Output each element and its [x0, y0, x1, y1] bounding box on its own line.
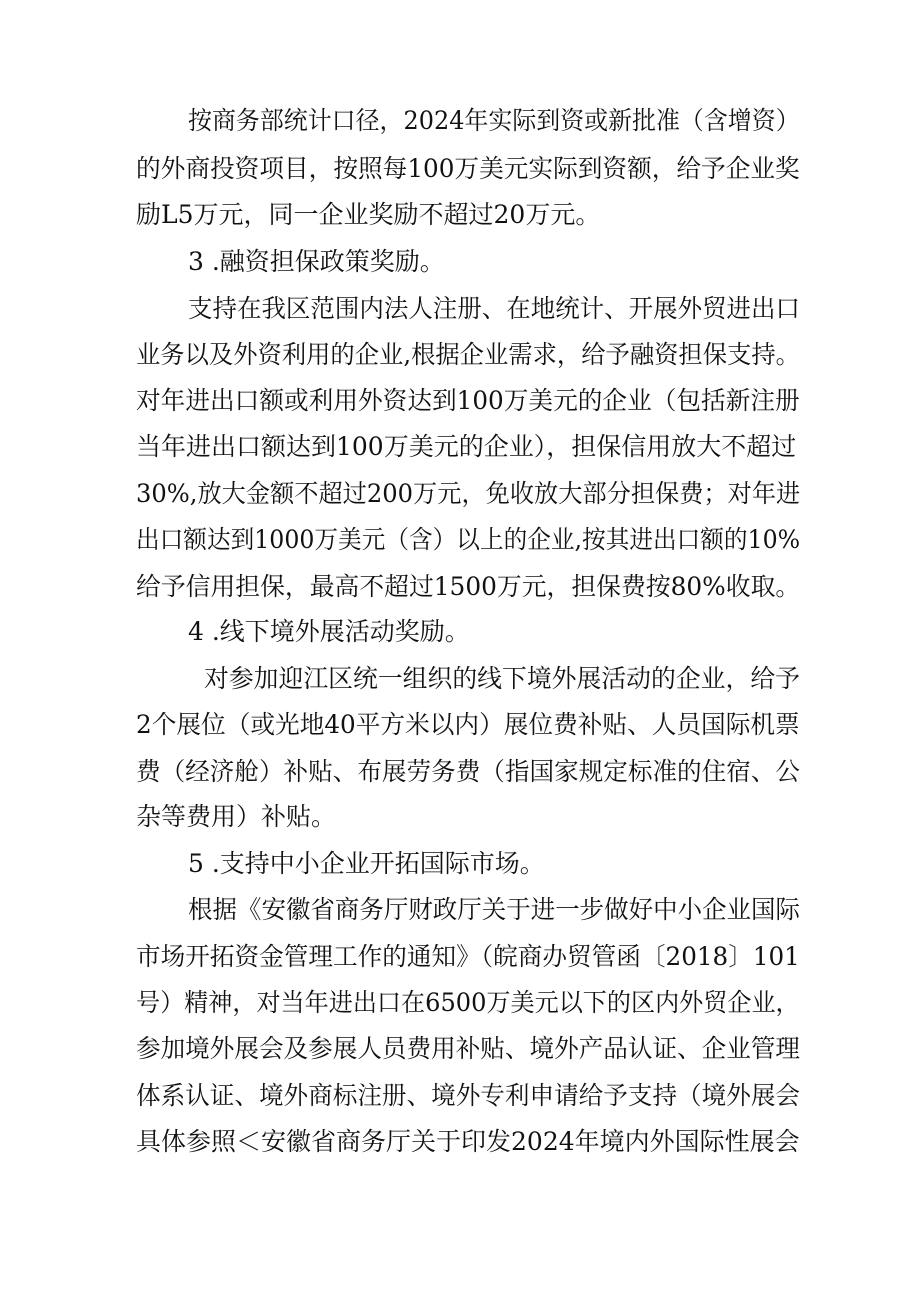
text-line-15: 费（经济舱）补贴、布展劳务费（指国家规定标准的住宿、公 — [136, 757, 801, 786]
text-line-18: 根据《安徽省商务厅财政厅关于进一步做好中小企业国际 — [188, 895, 801, 924]
text-line-6: 业务以及外资利用的企业,根据企业需求，给予融资担保支持。 — [136, 340, 800, 369]
text-line-7: 对年进出口额或利用外资达到100万美元的企业（包括新注册 — [136, 386, 800, 415]
text-line-1: 按商务部统计口径，2024年实际到资或新批准（含增资） — [188, 106, 800, 135]
text-line-22: 体系认证、境外商标注册、境外专利申请给予支持（境外展会 — [136, 1081, 801, 1110]
text-line-21: 参加境外展会及参展人员费用补贴、境外产品认证、企业管理 — [136, 1034, 801, 1063]
text-line-2: 的外商投资项目，按照每100万美元实际到资额，给予企业奖 — [136, 154, 800, 183]
text-line-23: 具体参照＜安徽省商务厅关于印发2024年境内外国际性展会 — [136, 1127, 800, 1156]
text-line-9: 30%,放大金额不超过200万元，免收放大部分担保费；对年进 — [136, 479, 801, 508]
text-line-8: 当年进出口额达到100万美元的企业），担保信用放大不超过 — [136, 432, 797, 461]
text-line-10: 出口额达到1000万美元（含）以上的企业,按其进出口额的10% — [136, 525, 801, 554]
text-line-3: 励L5万元，同一企业奖励不超过20万元。 — [136, 200, 601, 229]
section-heading-4: 4 .线下境外展活动奖励。 — [188, 617, 470, 646]
section-heading-3: 3 .融资担保政策奖励。 — [188, 247, 445, 276]
section-heading-5: 5 .支持中小企业开拓国际市场。 — [188, 849, 545, 878]
text-line-19: 市场开拓资金管理工作的通知》（皖商办贸管函〔2018〕101 — [136, 942, 800, 971]
text-line-5: 支持在我区范围内法人注册、在地统计、开展外贸进出口 — [188, 294, 801, 323]
text-line-14: 2个展位（或光地40平方米以内）展位费补贴、人员国际机票 — [136, 710, 800, 739]
text-line-13: 对参加迎江区统一组织的线下境外展活动的企业，给予 — [204, 664, 801, 693]
text-line-16: 杂等费用）补贴。 — [136, 802, 337, 831]
text-line-11: 给予信用担保，最高不超过1500万元，担保费按80%收取。 — [136, 572, 801, 601]
text-line-20: 号）精神，对当年进出口在6500万美元以下的区内外贸企业， — [136, 988, 800, 1017]
